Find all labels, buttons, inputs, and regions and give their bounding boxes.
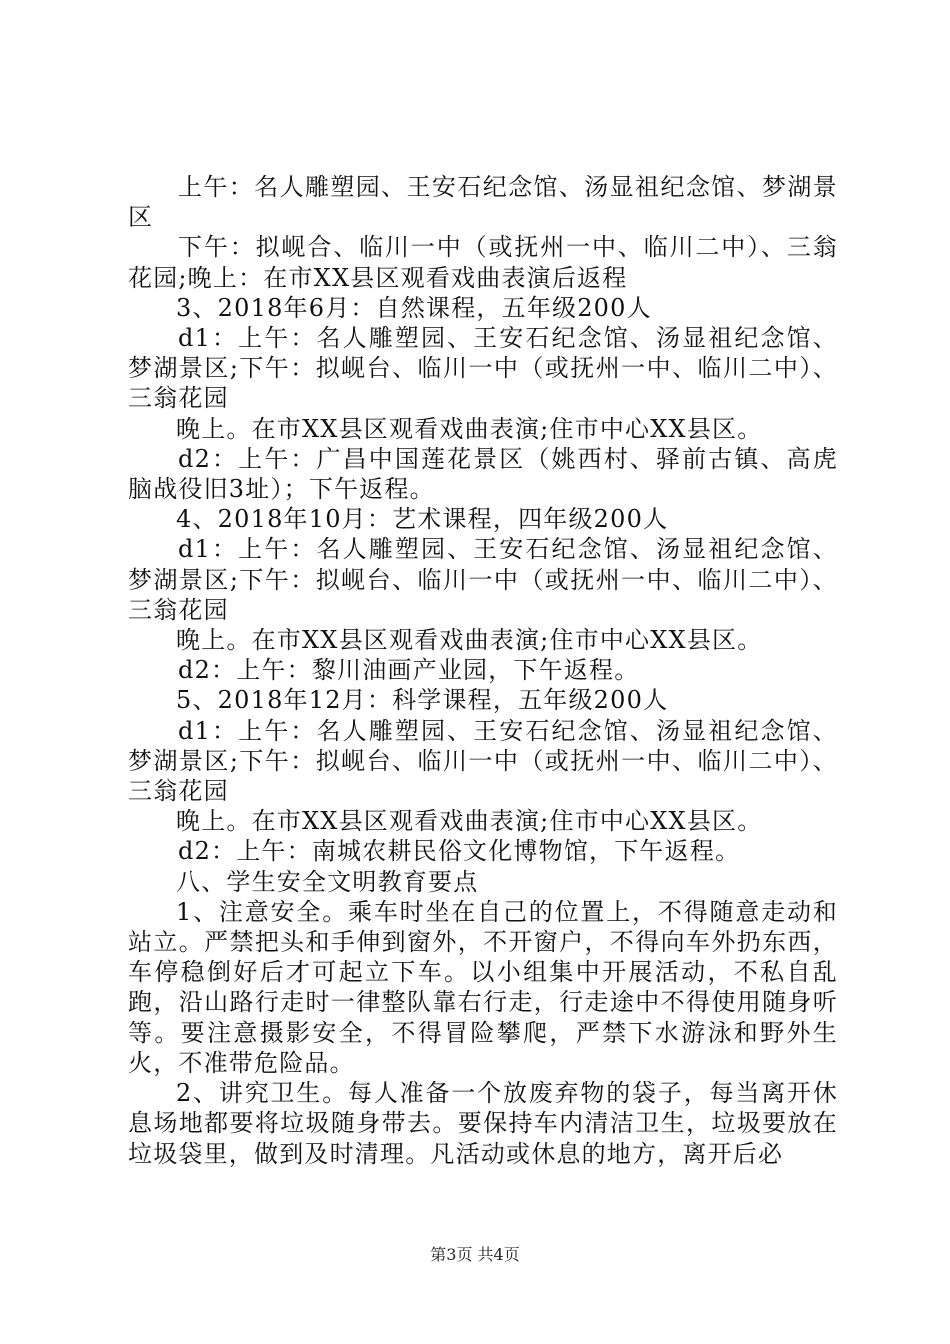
- paragraph-item-5-heading: 5、2018年12月：科学课程，五年级200人: [176, 686, 669, 715]
- paragraph-item-5-day2: d2：上午：南城农耕民俗文化博物馆，下午返程。: [178, 837, 741, 866]
- paragraph-item-3-day1: d1：上午：名人雕塑园、王安石纪念馆、汤显祖纪念馆、梦湖景区;下午：拟岘台、临川一中（或抚州一中、临川二中）、三翁花园: [128, 324, 838, 413]
- paragraph-item-3-evening: 晚上。在市XX县区观看戏曲表演;住市中心XX县区。: [176, 414, 763, 443]
- paragraph-item-3-heading: 3、2018年6月：自然课程，五年级200人: [176, 293, 652, 322]
- paragraph-item-3-day2: d2：上午：广昌中国莲花景区（姚西村、驿前古镇、高虎脑战役旧3址）；下午返程。: [128, 444, 838, 504]
- section-heading-safety: 八、学生安全文明教育要点: [176, 867, 479, 896]
- paragraph-safety-point-2: 2、讲究卫生。每人准备一个放废弃物的袋子，每当离开休息场地都要将垃圾随身带去。要保持车内清洁卫生，垃圾要放在垃圾袋里，做到及时清理。凡活动或休息的地方，离开后必: [128, 1079, 838, 1168]
- paragraph-item-5-day1: d1：上午：名人雕塑园、王安石纪念馆、汤显祖纪念馆、梦湖景区;下午：拟岘台、临川一中（或抚州一中、临川二中）、三翁花园: [128, 716, 838, 806]
- paragraph-item-4-heading: 4、2018年10月：艺术课程，四年级200人: [176, 505, 669, 534]
- paragraph-itinerary-morning: 上午：名人雕塑园、王安石纪念馆、汤显祖纪念馆、梦湖景区: [128, 173, 838, 232]
- paragraph-item-5-evening: 晚上。在市XX县区观看戏曲表演;住市中心XX县区。: [176, 807, 763, 836]
- paragraph-item-4-day1: d1：上午：名人雕塑园、王安石纪念馆、汤显祖纪念馆、梦湖景区;下午：拟岘台、临川一中（或抚州一中、临川二中）、三翁花园: [128, 535, 838, 624]
- paragraph-itinerary-afternoon: 下午：拟岘合、临川一中（或抚州一中、临川二中）、三翁花园;晚上：在市XX县区观看戏曲表演后返程: [128, 233, 838, 292]
- paragraph-item-4-day2: d2：上午：黎川油画产业园，下午返程。: [178, 656, 640, 685]
- paragraph-safety-point-1: 1、注意安全。乘车时坐在自己的位置上，不得随意走动和站立。严禁把头和手伸到窗外，不开窗户，不得向车外扔东西，车停稳倒好后才可起立下车。以小组集中开展活动，不私自乱跑，沿山路行走时一律整队靠右行走，行走途中不得使用随身听等。要注意摄影安全，不得冒险攀爬，严禁下水游泳和野外生火，不准带危险品。: [128, 897, 838, 1077]
- document-body: [128, 172, 838, 1169]
- paragraph-item-4-evening: 晚上。在市XX县区观看戏曲表演;住市中心XX县区。: [176, 626, 763, 655]
- page-number-footer: 第3页 共4页: [430, 1245, 520, 1264]
